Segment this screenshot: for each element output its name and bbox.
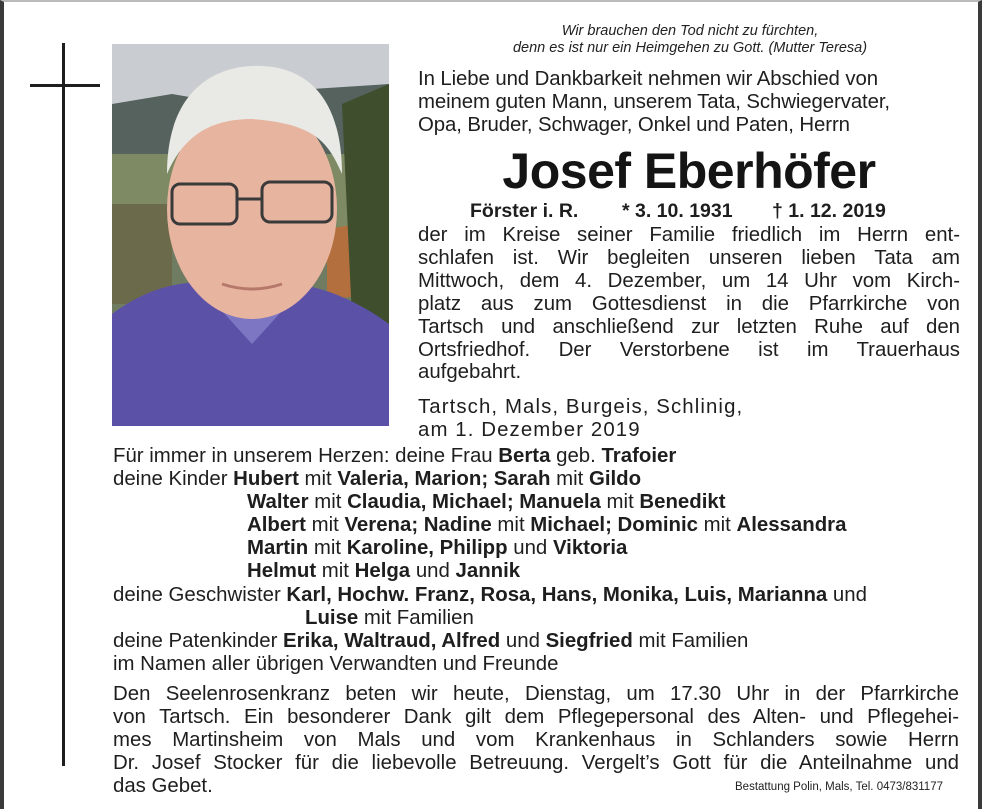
family-text: mit [316,560,355,582]
deceased-name: Josef Eberhöfer [502,143,876,199]
body-line: schlafen ist. Wir begleiten unseren lieben Tata am [418,246,960,269]
family-name: Alessandra [736,514,847,536]
intro-line: Opa, Bruder, Schwager, Onkel und Paten, Herrn [418,114,850,136]
family-name: Erika, Waltraud, Alfred [283,630,501,652]
cross-horizontal [30,84,100,87]
body-line: platz aus zum Gottesdienst in die Pfarrkirche von [418,292,960,315]
family-row-child [247,491,726,514]
family-name: Trafoier [601,445,677,467]
birth-date: * 3. 10. 1931 [622,200,733,222]
quote-line: denn es ist nur ein Heimgehen zu Gott. (Mutter Teresa) [512,40,868,56]
family-row-godchildren [113,630,748,653]
family-name: Helmut [247,560,317,582]
family-row-child [247,560,520,583]
family-name: Jannik [455,560,521,582]
family-text: mit [298,468,338,490]
family-row-child [247,514,846,537]
closing-line: mes Martinsheim von Mals und vom Krankenhaus in Schlanders sowie Herrn [113,729,959,751]
family-name: Karoline, Philipp [346,537,508,559]
intro-line: meinem guten Mann, unserem Tata, Schwiegervater, [418,91,890,113]
family-name: Helga [354,560,411,582]
family-name: Valeria, Marion; Sarah [337,468,551,490]
family-row-child [247,537,627,560]
announcement-body [418,224,960,384]
family-name: Walter [247,491,309,513]
family-row-wife [113,445,676,468]
place-date [418,396,960,441]
family-name: Albert [247,514,306,536]
quote-line: Wir brauchen den Tod nicht zu fürchten, [561,23,819,39]
family-name: Michael; Dominic [530,514,698,536]
cross-vertical [62,43,65,766]
family-text: mit [600,491,640,513]
family-name: Martin [247,537,309,559]
family-text: Für immer in unserem Herzen: deine Frau [113,445,499,467]
body-line: Ortsfriedhof. Der Verstorbene ist im Trauerhaus [418,338,960,361]
family-text: und [500,630,546,652]
closing-line: Dr. Josef Stocker für die liebevolle Betreuung. Vergelt’s Gott für die Anteilnahme und [113,752,959,774]
intro-line: In Liebe und Dankbarkeit nehmen wir Abschied von [418,68,878,90]
family-text: mit [491,514,531,536]
family-text: und [507,537,553,559]
quote [420,23,960,57]
family-text: deine Geschwister [113,584,287,606]
family-row-siblings-cont [305,607,474,630]
closing-line: Den Seelenrosenkranz beten wir heute, Dienstag, um 17.30 Uhr in der Pfarrkirche [113,683,959,705]
family-name: Hubert [233,468,299,490]
family-name: Berta [498,445,551,467]
family-text: deine Kinder [113,468,234,490]
family-text: geb. [550,445,602,467]
family-text: mit Familien [358,607,474,629]
family-name: Gildo [588,468,642,490]
family-text: deine Patenkinder [113,630,284,652]
family-name: Luise [305,607,359,629]
family-name: Karl, Hochw. Franz, Rosa, Hans, Monika, Luis, Marianna [286,584,828,606]
closing-line: von Tartsch. Ein besonderer Dank gilt dem Pflegepersonal des Alten- und Pflegehei- [113,706,959,728]
body-line: aufgebahrt. [418,361,522,384]
body-line: der im Kreise seiner Familie friedlich im Herrn ent- [418,224,960,246]
family-text: und [827,584,867,606]
body-line: Tartsch und anschließend zur letzten Ruhe auf den [418,315,960,338]
date-line: am 1. Dezember 2019 [418,418,641,441]
portrait-photo [112,44,389,426]
family-row-others [113,653,558,676]
occupation: Förster i. R. [470,200,579,222]
body-line: Mittwoch, dem 4. Dezember, um 14 Uhr vom Kirch- [418,269,960,292]
family-text: mit [550,468,589,490]
funeral-home-credit: Bestattung Polin, Mals, Tel. 0473/831177 [735,781,943,793]
family-text: mit [308,491,348,513]
family-text: mit Familien [632,630,749,652]
place-line: Tartsch, Mals, Burgeis, Schlinig, [418,396,744,418]
family-name: Siegfried [545,630,633,652]
family-row-children [113,468,641,491]
closing-line: das Gebet. [113,775,213,797]
family-text: im Namen aller übrigen Verwandten und Freunde [113,653,559,675]
family-text: und [410,560,456,582]
family-name: Viktoria [552,537,628,559]
family-text: mit [305,514,345,536]
family-name: Verena; Nadine [344,514,492,536]
family-text: mit [697,514,737,536]
family-text: mit [308,537,347,559]
family-name: Benedikt [639,491,726,513]
death-date: † 1. 12. 2019 [772,200,886,222]
family-name: Claudia, Michael; Manuela [347,491,601,513]
intro-text [418,68,960,137]
family-row-siblings [113,584,867,607]
